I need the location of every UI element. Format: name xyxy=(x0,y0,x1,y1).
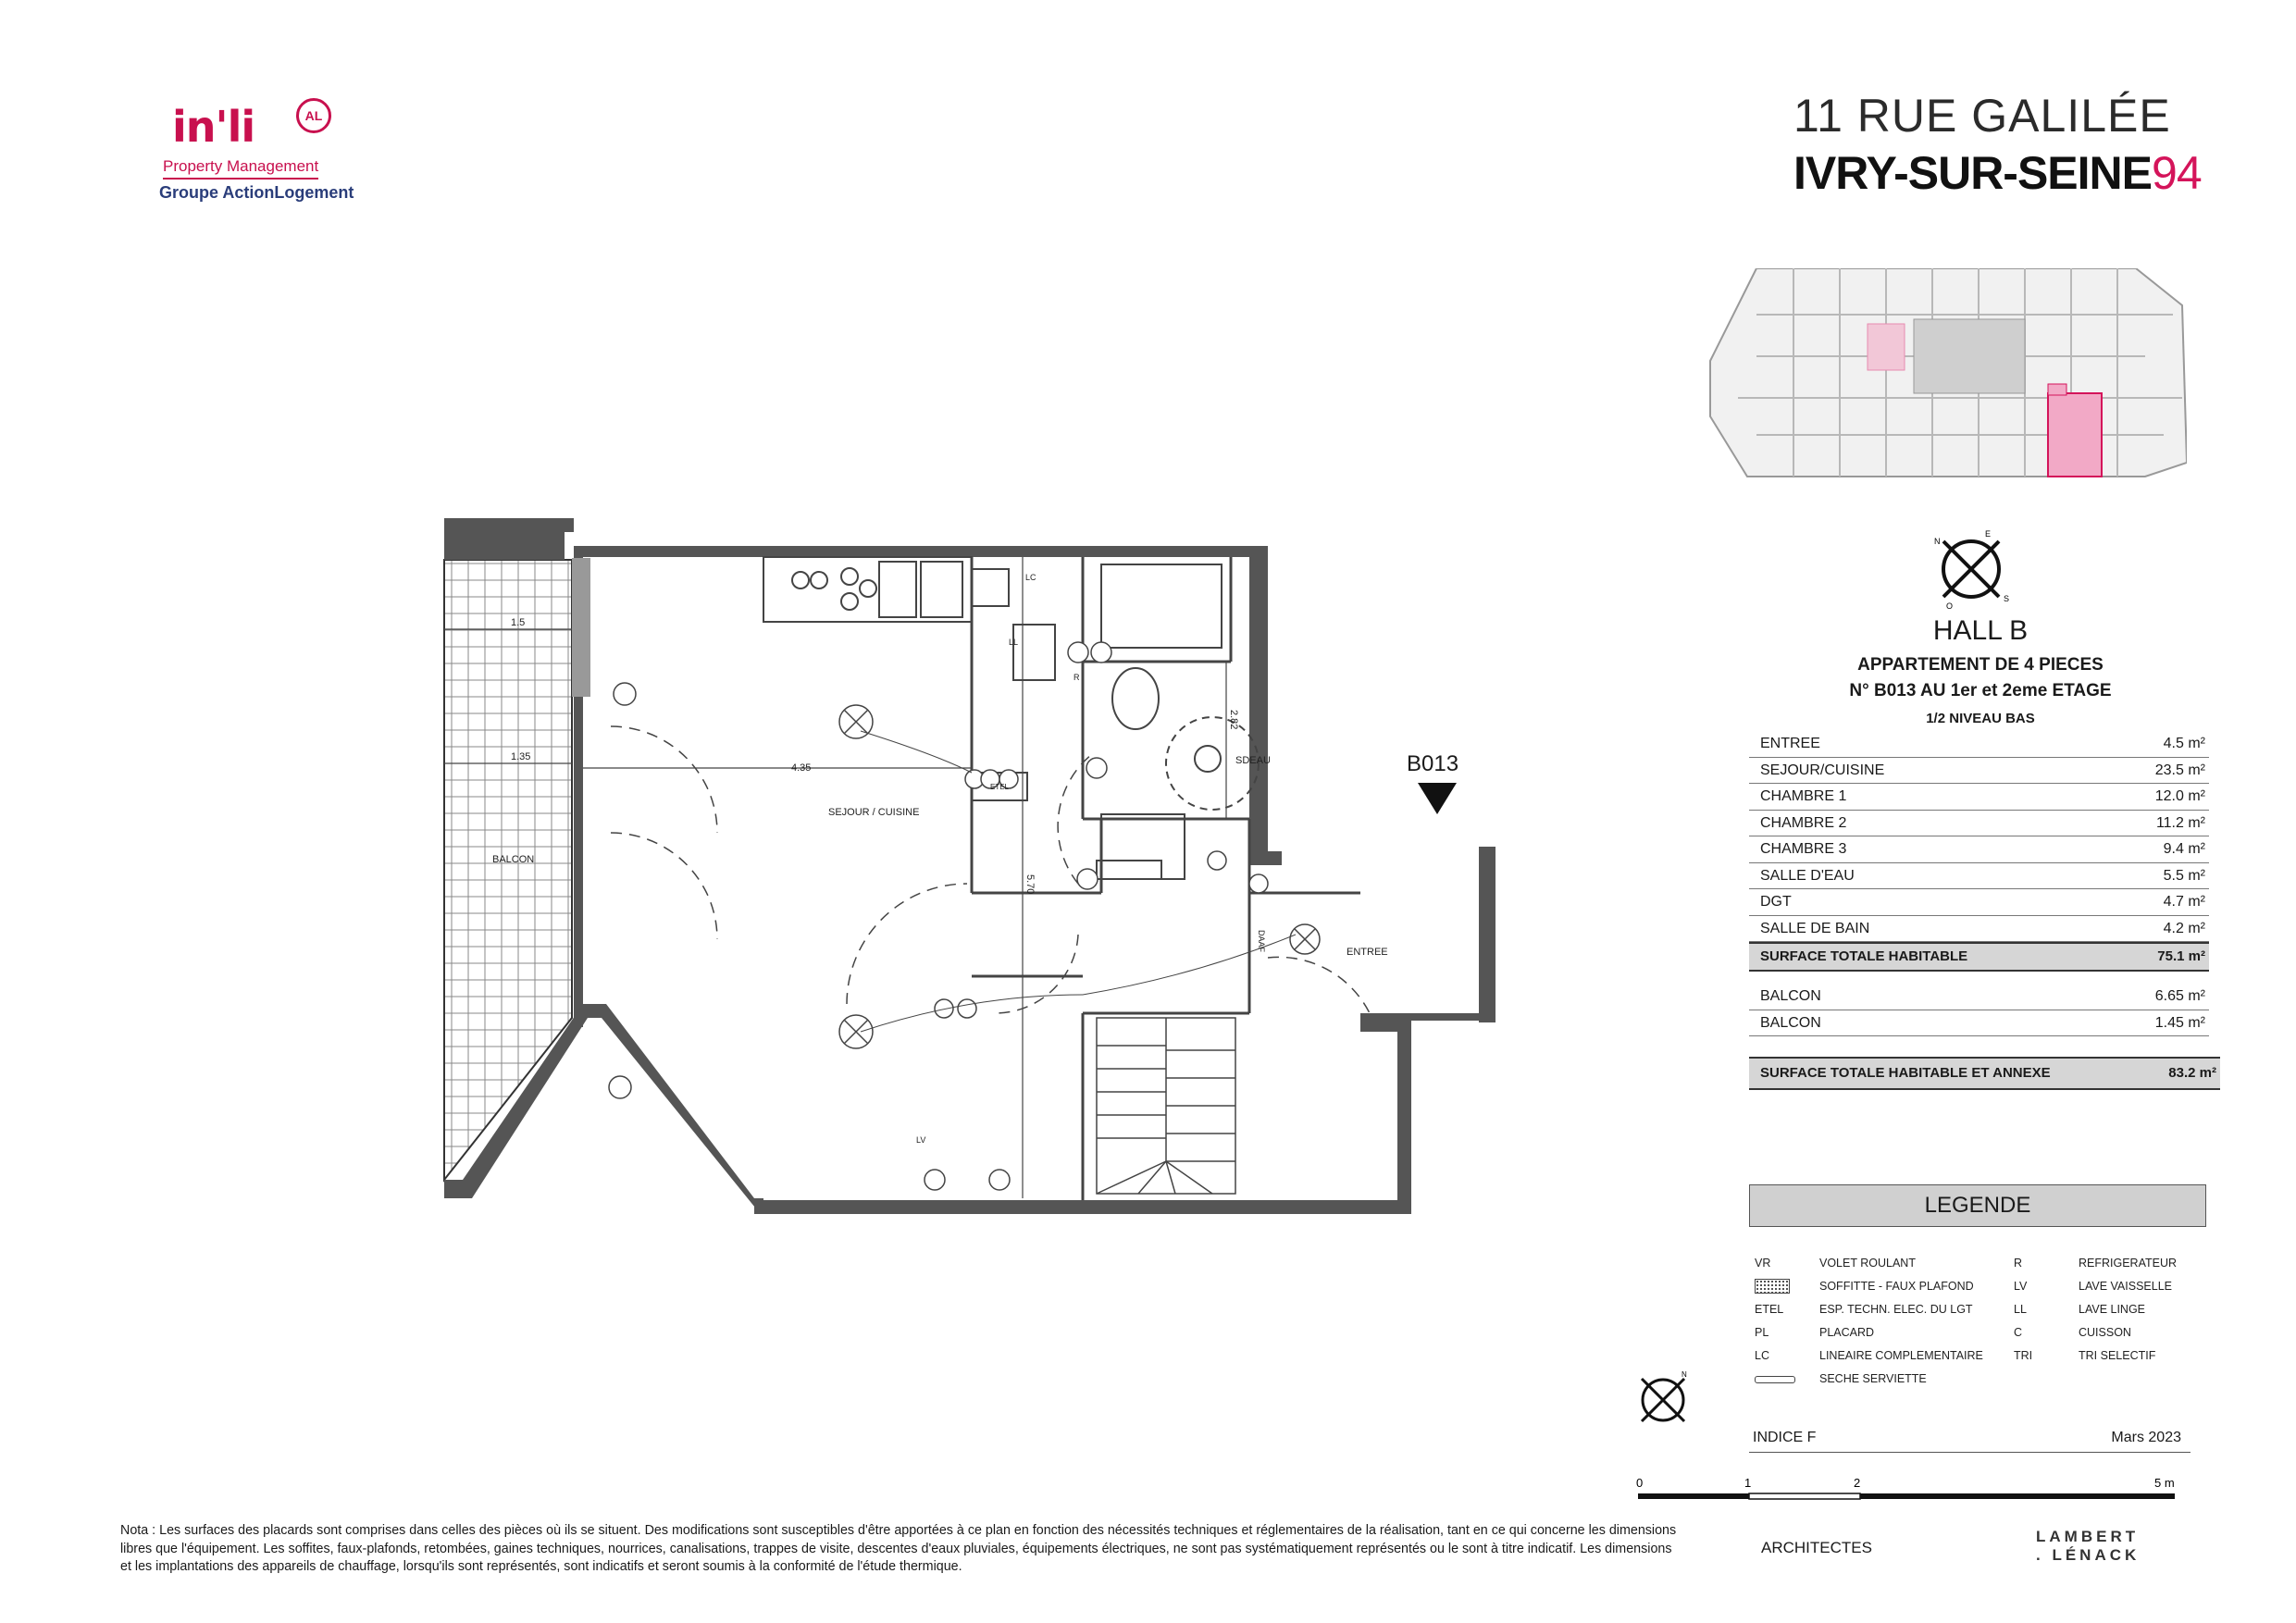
legend-title: LEGENDE xyxy=(1749,1184,2206,1227)
svg-text:0: 0 xyxy=(1636,1476,1644,1490)
lot-marker-label: B013 xyxy=(1407,751,1459,776)
towel-dryer-swatch xyxy=(1755,1376,1795,1383)
room-label-balcon: BALCON xyxy=(492,854,535,865)
table-row: BALCON 6.65 m² xyxy=(1749,984,2209,1010)
architects-name: LAMBERT . LÉNACK xyxy=(2036,1528,2141,1564)
revision-line xyxy=(1749,1430,2191,1453)
room-label-entree: ENTREE xyxy=(1347,947,1388,958)
building-key-plan xyxy=(1701,268,2187,481)
table-row: SEJOUR/CUISINE 23.5 m² xyxy=(1749,758,2209,785)
daaf-label: DAAF xyxy=(1257,930,1266,953)
dim-435: 4.35 xyxy=(791,762,812,774)
annex-table xyxy=(1749,984,2209,1036)
address-street: 11 RUE GALILÉE xyxy=(1793,90,2171,142)
room-label-sejour: SEJOUR / CUISINE xyxy=(828,807,920,818)
surface-table xyxy=(1749,731,2209,972)
total-annexe-row: SURFACE TOTALE HABITABLE ET ANNEXE 83.2 m² xyxy=(1749,1057,2220,1090)
svg-text:N: N xyxy=(1934,537,1941,546)
table-row: CHAMBRE 2 11.2 m² xyxy=(1749,811,2209,837)
table-row: CHAMBRE 3 9.4 m² xyxy=(1749,836,2209,863)
svg-text:5 m: 5 m xyxy=(2154,1476,2175,1490)
svg-text:1: 1 xyxy=(1744,1476,1752,1490)
apartment-level: 1/2 NIVEAU BAS xyxy=(1926,711,2035,726)
table-row: ENTREE 4.5 m² xyxy=(1749,731,2209,758)
address-city xyxy=(1793,146,2202,200)
floor-plan xyxy=(435,514,1545,1226)
svg-text:2: 2 xyxy=(1854,1476,1861,1490)
dim-15: 1.5 xyxy=(511,617,526,628)
lc-label: LC xyxy=(1025,573,1036,582)
lv-label: LV xyxy=(916,1135,926,1145)
r-label: R xyxy=(1074,673,1080,682)
north-arrow-small-icon xyxy=(1631,1368,1695,1432)
logo-group: Groupe ActionLogement xyxy=(159,183,354,202)
table-row: BALCON 1.45 m² xyxy=(1749,1010,2209,1037)
lot-marker-arrow-icon xyxy=(1418,783,1457,814)
dim-282: 2.82 xyxy=(1228,710,1239,730)
revision-index: INDICE F xyxy=(1753,1430,1817,1445)
city-name: IVRY-SUR-SEINE xyxy=(1793,147,2153,199)
north-arrow-icon xyxy=(1930,527,2013,611)
dim-570: 5.70 xyxy=(1024,874,1036,895)
hall-title: HALL B xyxy=(1932,615,2029,646)
apartment-type: APPARTEMENT DE 4 PIECES xyxy=(1857,655,2104,675)
table-row: SALLE D'EAU 5.5 m² xyxy=(1749,863,2209,890)
logo-mark: AL xyxy=(296,98,331,133)
dept-number: 94 xyxy=(2152,147,2202,199)
svg-text:E: E xyxy=(1985,529,1992,539)
total-habitable-row: SURFACE TOTALE HABITABLE 75.1 m² xyxy=(1749,942,2209,972)
staircase xyxy=(1097,1018,1235,1194)
table-row: CHAMBRE 1 12.0 m² xyxy=(1749,784,2209,811)
dim-135: 1.35 xyxy=(511,751,531,762)
scale-bar xyxy=(1629,1467,2184,1513)
etel-label: ETEL xyxy=(990,783,1010,791)
logo-tagline: Property Management xyxy=(163,157,318,180)
architects-label: ARCHITECTES xyxy=(1761,1539,1872,1556)
sockets xyxy=(609,642,1268,1190)
disclaimer-note: Nota : Les surfaces des placards sont comprises dans celles des pièces où ils se situent. Des modifications sont susceptibles d'être apportées à ce plan en fonction des nécessités techniques et réglementaires de la réalisation, tant en ce qui concerne les dimensions libres que l'équipement. Les soffites, faux-plafonds, retombées, gaines techniques, nourrices, canalisations, trappes de visite, descentes d'eaux pluviales, équipements électriques, ne sont pas systématiquement représentés ou le sont à titre indicatif. Les dimensions et les implantations des appareils de chauffage, lorsqu'ils sont représentés, sont indicatifs et seront soumis à la conformité de l'étude thermique. xyxy=(120,1523,1677,1574)
svg-text:S: S xyxy=(2004,594,2010,603)
svg-text:N: N xyxy=(1682,1370,1687,1379)
table-row: DGT 4.7 m² xyxy=(1749,889,2209,916)
logo xyxy=(155,93,359,208)
logo-brand: in'li xyxy=(172,102,255,152)
svg-text:O: O xyxy=(1946,601,1954,611)
apartment-lot: N° B013 AU 1er et 2eme ETAGE xyxy=(1849,681,2112,700)
revision-date: Mars 2023 xyxy=(2111,1430,2181,1445)
ll-label: LL xyxy=(1009,638,1019,647)
soffitte-swatch xyxy=(1755,1279,1790,1294)
table-row: SALLE DE BAIN 4.2 m² xyxy=(1749,916,2209,943)
room-label-sdeau: SDEAU xyxy=(1235,755,1271,766)
